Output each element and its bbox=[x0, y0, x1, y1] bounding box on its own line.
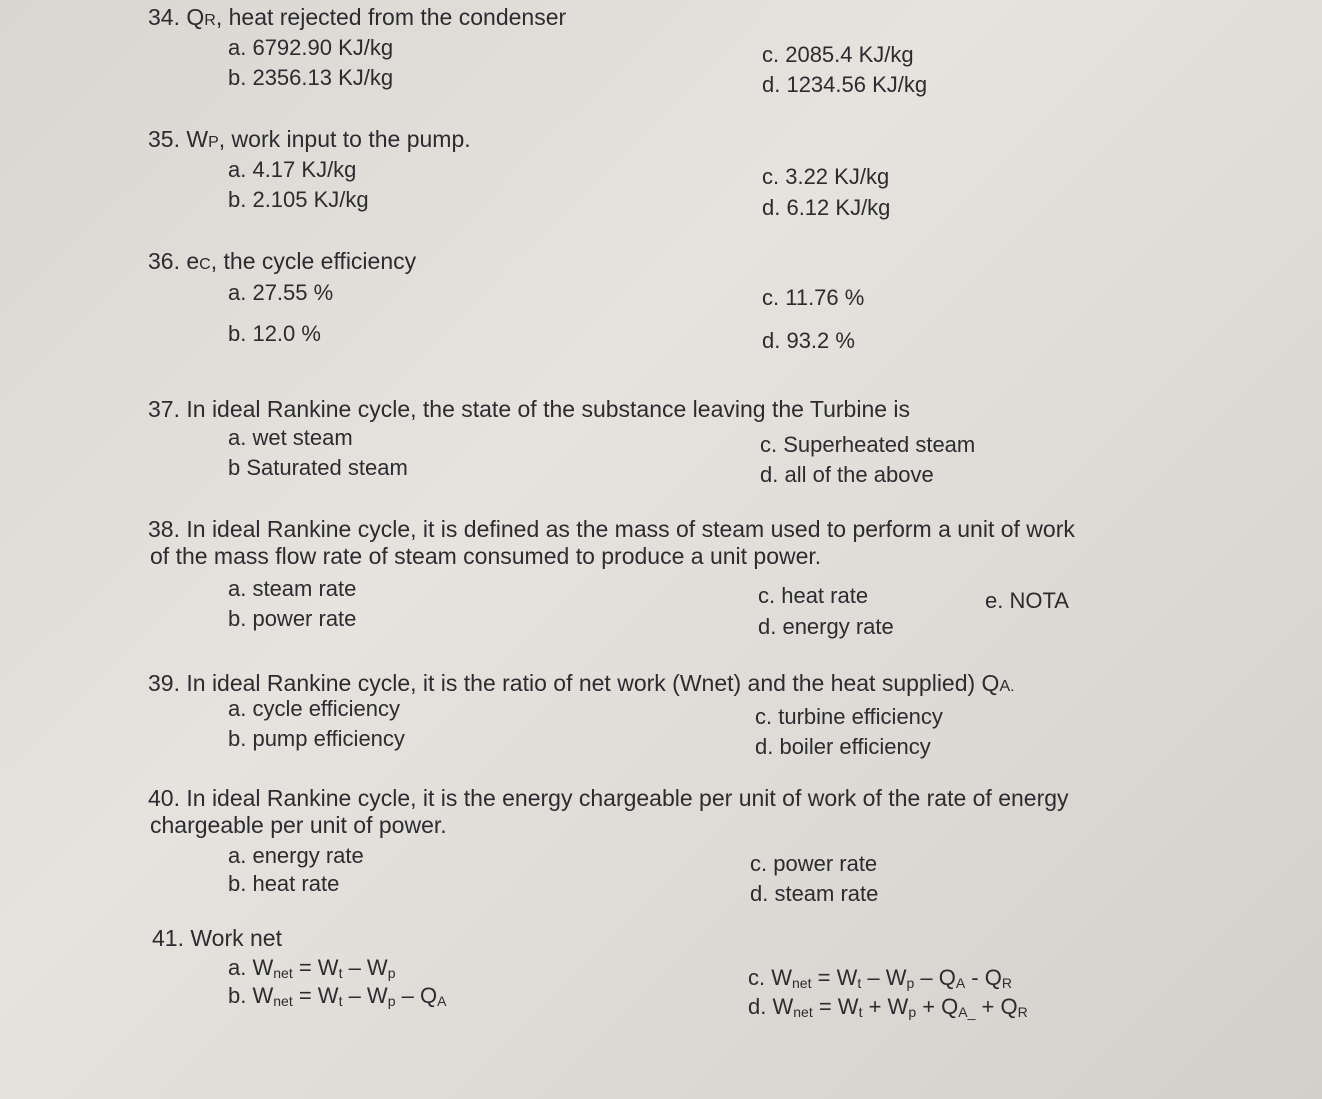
q38-option-c[interactable]: c. heat rate bbox=[758, 583, 869, 608]
q34-option-c[interactable]: c. 2085.4 KJ/kg bbox=[762, 42, 914, 67]
question-35-stem: 35. WP, work input to the pump. bbox=[148, 126, 471, 152]
q41-option-b[interactable]: b. $W_{net} = W_t - W_p - Q_A$ bbox=[228, 983, 447, 1009]
q37-option-d[interactable]: d. all of the above bbox=[760, 462, 934, 487]
q38-option-e[interactable]: e. NOTA bbox=[985, 588, 1069, 613]
q38-option-b[interactable]: b. power rate bbox=[228, 606, 357, 631]
q41-option-c[interactable]: c. $W_{net} = W_t - W_p - Q_A - Q_R$ bbox=[748, 965, 1012, 991]
question-40-stem-continued: chargeable per unit of power. bbox=[150, 812, 447, 838]
question-34-stem: 34. QR, heat rejected from the condenser bbox=[148, 4, 567, 30]
q40-option-a[interactable]: a. energy rate bbox=[228, 843, 364, 868]
q37-option-a[interactable]: a. wet steam bbox=[228, 425, 353, 450]
question-38 bbox=[148, 516, 1075, 570]
q35-option-c[interactable]: c. 3.22 KJ/kg bbox=[762, 164, 890, 189]
q39-option-a[interactable]: a. cycle efficiency bbox=[228, 696, 401, 721]
question-39 bbox=[148, 670, 1015, 697]
q39-option-c[interactable]: c. turbine efficiency bbox=[755, 704, 943, 729]
question-37-stem: 37. In ideal Rankine cycle, the state of the substance leaving the Turbine is bbox=[148, 396, 911, 422]
q34-option-b[interactable]: b. 2356.13 KJ/kg bbox=[228, 65, 394, 90]
q36-option-c[interactable]: c. 11.76 % bbox=[762, 285, 865, 310]
q41-option-a[interactable]: a. $W_{net} = W_t - W_p$ bbox=[228, 955, 396, 981]
q35-option-b[interactable]: b. 2.105 KJ/kg bbox=[228, 187, 369, 212]
question-41-stem: 41. Work net bbox=[152, 925, 282, 951]
question-37 bbox=[148, 396, 910, 423]
question-38-stem-continued: of the mass flow rate of steam consumed to produce a unit power. bbox=[150, 543, 822, 569]
q35-option-a[interactable]: a. 4.17 KJ/kg bbox=[228, 157, 357, 182]
q35-option-d[interactable]: d. 6.12 KJ/kg bbox=[762, 195, 891, 220]
q41-option-d[interactable]: d. $W_{net} = W_t + W_p + Q_{A\_} + Q_R$ bbox=[748, 994, 1028, 1020]
question-40 bbox=[148, 785, 1069, 839]
q40-option-b[interactable]: b. heat rate bbox=[228, 871, 340, 896]
q40-option-d[interactable]: d. steam rate bbox=[750, 881, 879, 906]
q39-option-b[interactable]: b. pump efficiency bbox=[228, 726, 405, 751]
question-41 bbox=[152, 925, 282, 952]
q38-option-d[interactable]: d. energy rate bbox=[758, 614, 894, 639]
question-40-stem: 40. In ideal Rankine cycle, it is the energy chargeable per unit of work of the rate of energy bbox=[148, 785, 1069, 811]
q37-option-b[interactable]: b Saturated steam bbox=[228, 455, 408, 480]
q39-option-d[interactable]: d. boiler efficiency bbox=[755, 734, 931, 759]
q38-option-a[interactable]: a. steam rate bbox=[228, 576, 357, 601]
q34-option-a[interactable]: a. 6792.90 KJ/kg bbox=[228, 35, 394, 60]
q40-option-c[interactable]: c. power rate bbox=[750, 851, 878, 876]
q36-option-d[interactable]: d. 93.2 % bbox=[762, 328, 855, 353]
question-38-stem: 38. In ideal Rankine cycle, it is defined as the mass of steam used to perform a unit of work bbox=[148, 516, 1075, 542]
q36-option-b[interactable]: b. 12.0 % bbox=[228, 321, 321, 346]
question-35 bbox=[148, 126, 471, 153]
question-36-stem: 36. eC, the cycle efficiency bbox=[148, 248, 417, 274]
q36-option-a[interactable]: a. 27.55 % bbox=[228, 280, 334, 305]
q37-option-c[interactable]: c. Superheated steam bbox=[760, 432, 976, 457]
question-36 bbox=[148, 248, 416, 275]
question-34 bbox=[148, 4, 566, 31]
q34-option-d[interactable]: d. 1234.56 KJ/kg bbox=[762, 72, 928, 97]
question-39-stem: 39. In ideal Rankine cycle, it is the ratio of net work (Wnet) and the heat supplied) QA. bbox=[148, 670, 1015, 696]
